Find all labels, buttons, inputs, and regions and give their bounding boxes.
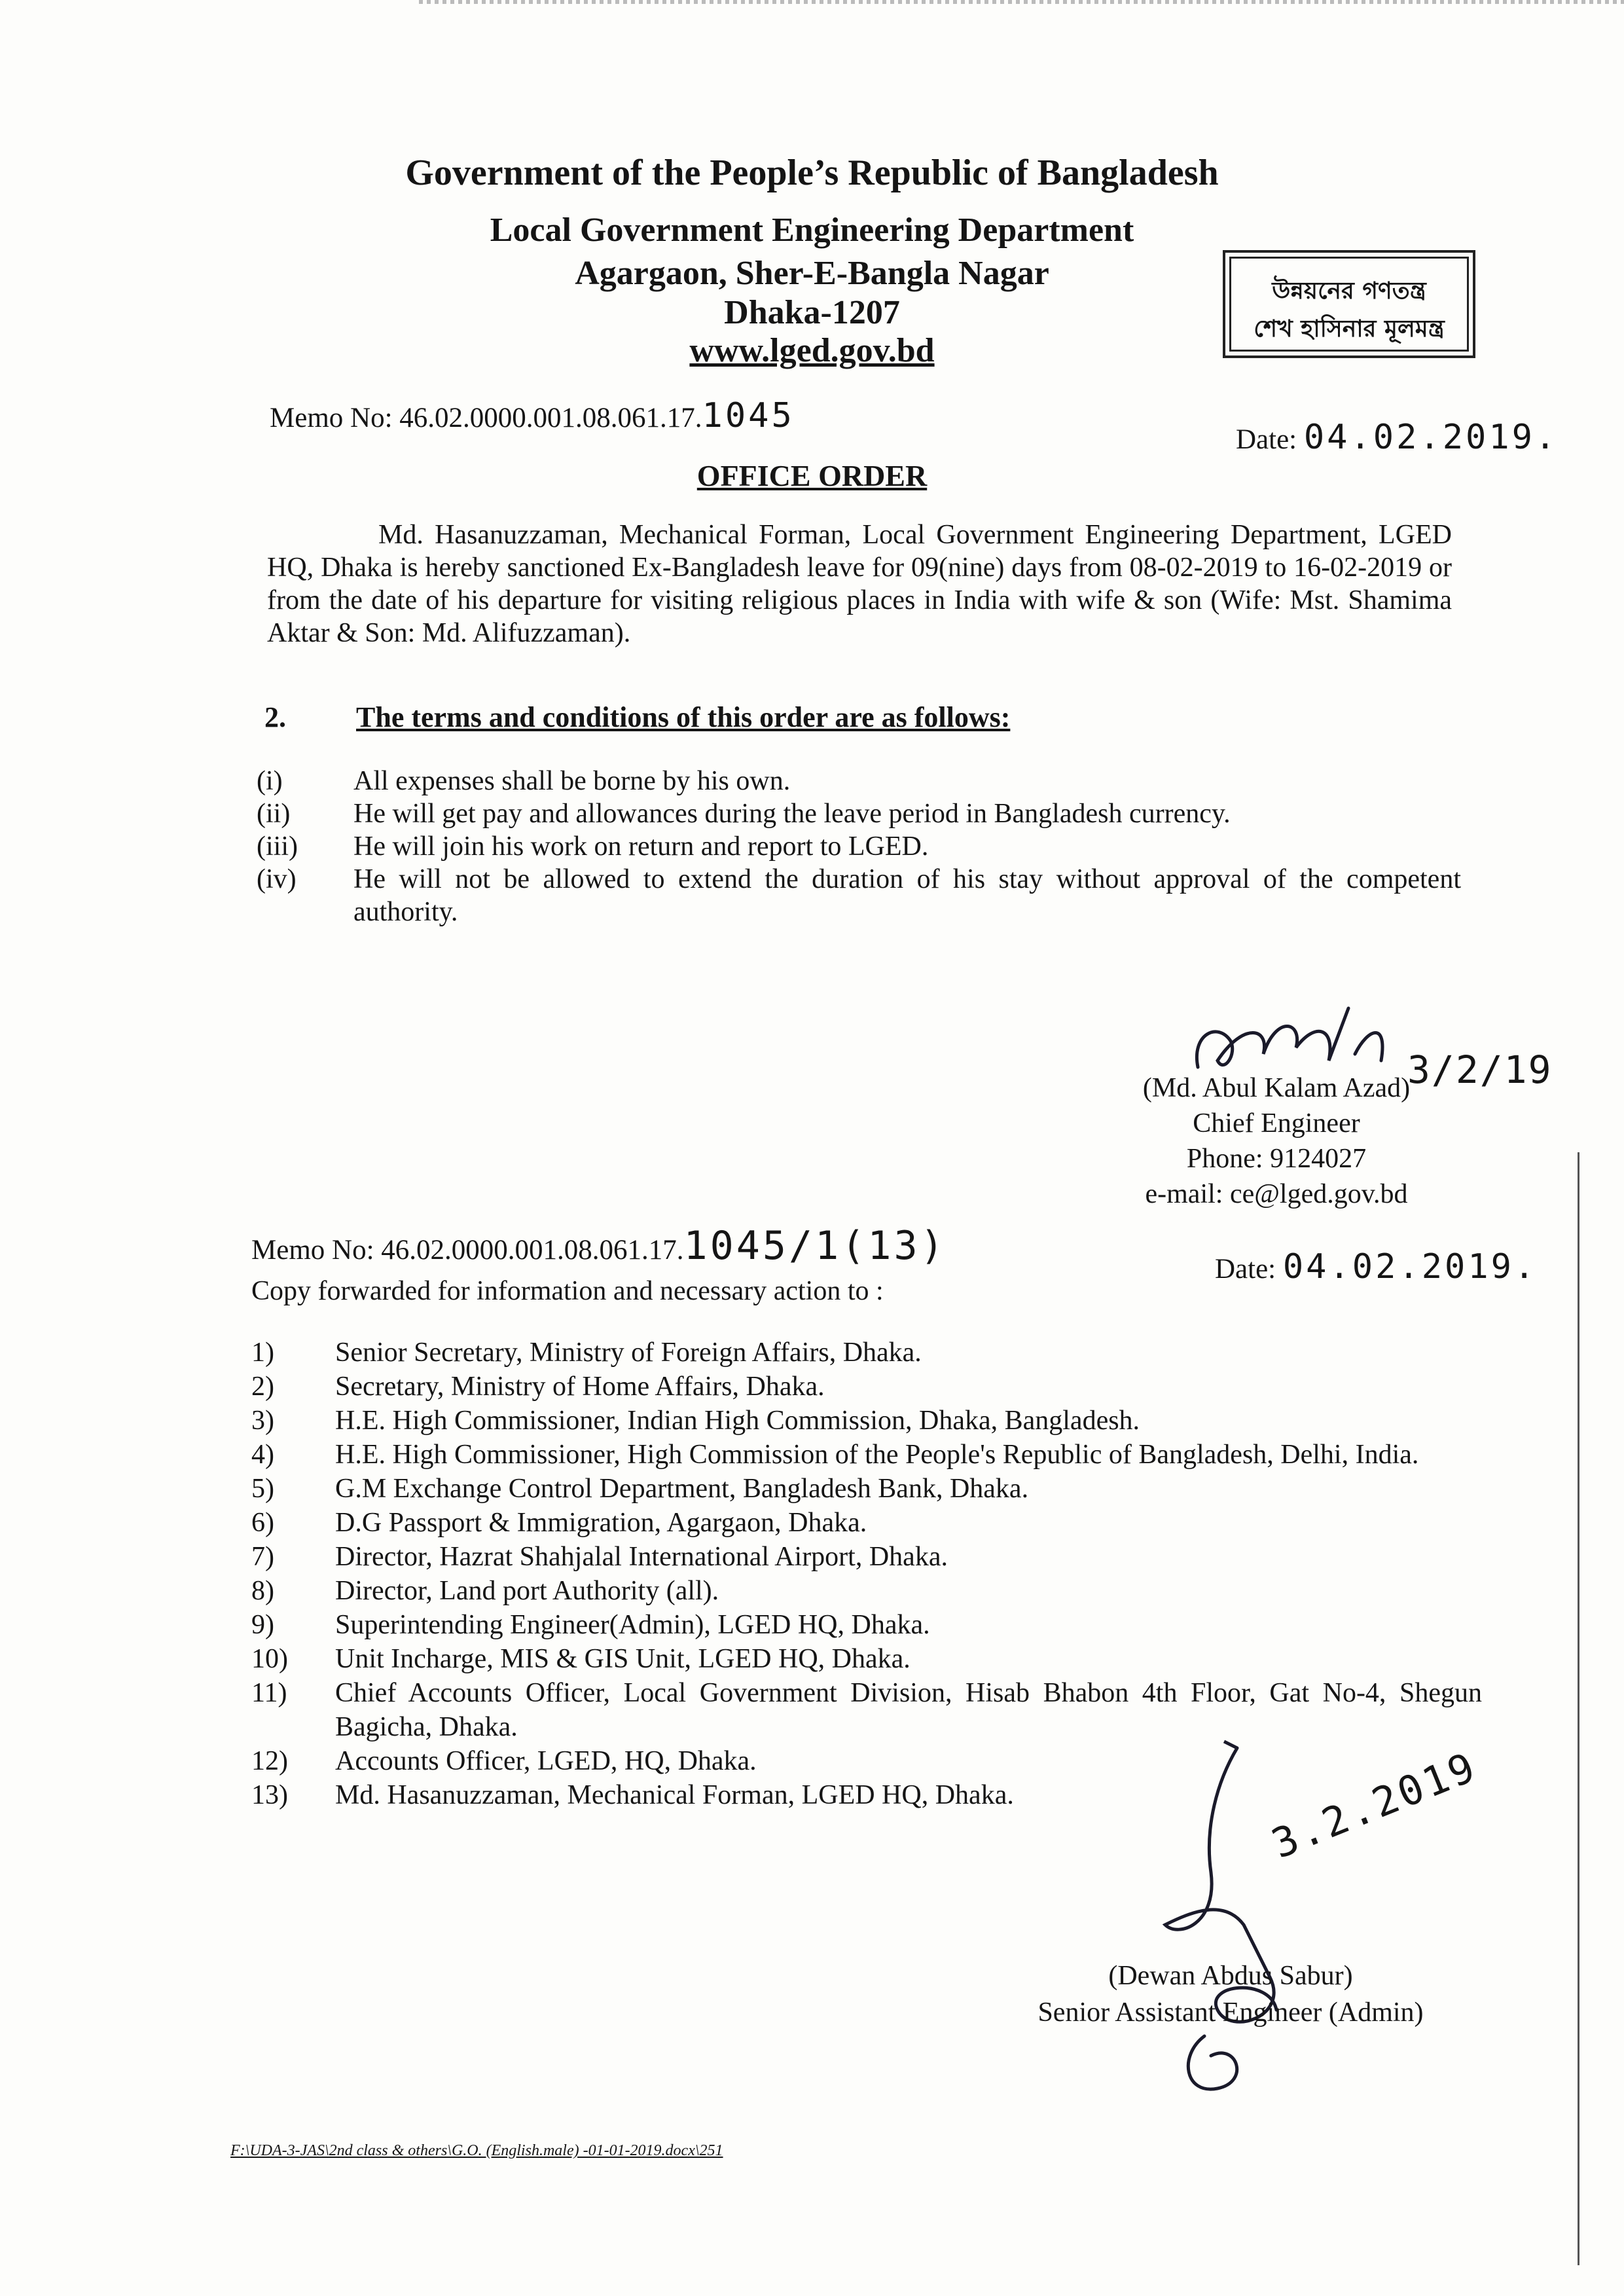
date-handwritten-2: 04.02.2019.: [1282, 1247, 1538, 1286]
list-number: 5): [251, 1474, 274, 1504]
signatory-block-2: [969, 1958, 1492, 2031]
memo-label-1: Memo No: 46.02.0000.001.08.061.17.: [270, 403, 702, 433]
file-path-footer: F:\UDA-3-JAS\2nd class & others\G.O. (English.male) -01-01-2019.docx\251: [230, 2142, 723, 2159]
list-item: [251, 1404, 1482, 1438]
signature-date-2: 3.2.2019: [1265, 1742, 1484, 1868]
list-number: 7): [251, 1542, 274, 1572]
list-item: [251, 1506, 1482, 1540]
list-text: Md. Hasanuzzaman, Mechanical Forman, LGED HQ, Dhaka.: [335, 1780, 1014, 1810]
terms-list: [257, 765, 1461, 928]
list-item: [251, 1574, 1482, 1608]
list-text: H.E. High Commissioner, High Commission of the People's Republic of Bangladesh, Delhi, India.: [335, 1440, 1419, 1470]
list-item: [251, 1642, 1482, 1676]
list-item: [251, 1472, 1482, 1506]
list-number: 6): [251, 1508, 274, 1538]
letterhead-website: www.lged.gov.bd: [689, 332, 935, 369]
list-item: [251, 1370, 1482, 1404]
list-item: [251, 1336, 1482, 1370]
memo-date-1: [1236, 418, 1558, 457]
list-number: 4): [251, 1440, 274, 1470]
scan-top-edge: [419, 0, 1624, 4]
section-title: The terms and conditions of this order are as follows:: [356, 701, 1011, 733]
slogan-line-1: উন্নয়নের গণতন্ত্র: [1272, 278, 1426, 304]
list-text: Secretary, Ministry of Home Affairs, Dhaka.: [335, 1372, 825, 1402]
list-number: 10): [251, 1644, 288, 1674]
date-label-2: Date:: [1215, 1254, 1276, 1285]
term-number: (ii): [257, 799, 291, 829]
list-text: Senior Secretary, Ministry of Foreign Affairs, Dhaka.: [335, 1338, 922, 1368]
signatory-email: e-mail: ce@lged.gov.bd: [1145, 1179, 1408, 1209]
term-number: (iii): [257, 831, 298, 862]
list-number: 11): [251, 1678, 287, 1708]
memo-label-2: Memo No: 46.02.0000.001.08.061.17.: [251, 1235, 684, 1266]
signature-date-1: 3/2/19: [1407, 1048, 1553, 1092]
list-text: H.E. High Commissioner, Indian High Commission, Dhaka, Bangladesh.: [335, 1406, 1140, 1436]
list-number: 12): [251, 1746, 288, 1776]
list-item: [251, 1540, 1482, 1574]
list-number: 2): [251, 1372, 274, 1402]
term-number: (i): [257, 766, 283, 796]
memo-handwritten-number-2: 1045/1(13): [683, 1223, 947, 1269]
slogan-line-2: শেখ হাসিনার মূলমন্ত্র: [1254, 316, 1445, 342]
term-item: [257, 863, 1461, 928]
letterhead-government: Government of the People’s Republic of Bangladesh: [405, 153, 1219, 193]
list-text: Superintending Engineer(Admin), LGED HQ, Dhaka.: [335, 1610, 930, 1640]
list-number: 8): [251, 1576, 274, 1606]
list-item: [251, 1438, 1482, 1472]
term-item: [257, 797, 1461, 830]
term-text: He will not be allowed to extend the duration of his stay without approval of the competent authority.: [353, 864, 1461, 927]
section-number: 2.: [264, 701, 286, 733]
term-number: (iv): [257, 864, 297, 894]
list-text: Director, Hazrat Shahjalal International Airport, Dhaka.: [335, 1542, 948, 1572]
scan-edge-line: [1578, 1152, 1579, 2265]
signature-senior-assistant-engineer: [1139, 1728, 1362, 2095]
signatory-phone: Phone: 9124027: [1186, 1144, 1367, 1174]
list-text: Unit Incharge, MIS & GIS Unit, LGED HQ, Dhaka.: [335, 1644, 911, 1674]
signatory-name-1: (Md. Abul Kalam Azad): [1142, 1073, 1411, 1103]
term-item: [257, 765, 1461, 797]
term-text: He will join his work on return and report to LGED.: [353, 831, 929, 862]
list-text: D.G Passport & Immigration, Agargaon, Dhaka.: [335, 1508, 867, 1538]
date-label-1: Date:: [1236, 424, 1297, 455]
signatory-title-2: Senior Assistant Engineer (Admin): [1038, 1997, 1424, 2028]
office-order-title: OFFICE ORDER: [696, 459, 928, 492]
slogan-box: [1223, 250, 1475, 358]
list-number: 13): [251, 1780, 288, 1810]
list-number: 9): [251, 1610, 274, 1640]
letterhead-department: Local Government Engineering Department: [490, 211, 1134, 249]
memo-number-1: [270, 396, 795, 435]
memo-handwritten-number-1: 1045: [702, 396, 795, 435]
list-number: 1): [251, 1338, 274, 1368]
date-handwritten-1: 04.02.2019.: [1303, 418, 1559, 457]
letterhead-city: Dhaka-1207: [724, 294, 900, 331]
memo-date-2: [1215, 1247, 1537, 1286]
signatory-block-1: [1106, 1070, 1447, 1212]
signatory-title-1: Chief Engineer: [1193, 1108, 1360, 1139]
copy-forwarded-line: Copy forwarded for information and necessary action to :: [251, 1276, 884, 1306]
list-item: [251, 1608, 1482, 1642]
signatory-name-2: (Dewan Abdus Sabur): [1108, 1961, 1353, 1991]
order-paragraph: Md. Hasanuzzaman, Mechanical Forman, Local Government Engineering Department, LGED HQ, Dhaka is hereby sanctioned Ex-Bangladesh leave for 09(nine) days from 08-02-2019 to 16-02-2019 or from the date of his departure for visiting religious places in India with wife & son (Wife: Mst. Shamima Aktar & Son: Md. Alifuzzaman).: [267, 520, 1452, 648]
list-text: Accounts Officer, LGED, HQ, Dhaka.: [335, 1746, 757, 1776]
term-item: [257, 830, 1461, 863]
list-text: Director, Land port Authority (all).: [335, 1576, 719, 1606]
list-text: Chief Accounts Officer, Local Government Division, Hisab Bhabon 4th Floor, Gat No-4, Shegun Bagicha, Dhaka.: [335, 1678, 1482, 1742]
list-text: G.M Exchange Control Department, Bangladesh Bank, Dhaka.: [335, 1474, 1029, 1504]
memo-number-2: [251, 1223, 947, 1269]
letterhead-address: Agargaon, Sher-E-Bangla Nagar: [575, 255, 1049, 292]
list-number: 3): [251, 1406, 274, 1436]
term-text: He will get pay and allowances during the leave period in Bangladesh currency.: [353, 799, 1231, 829]
term-text: All expenses shall be borne by his own.: [353, 766, 791, 796]
